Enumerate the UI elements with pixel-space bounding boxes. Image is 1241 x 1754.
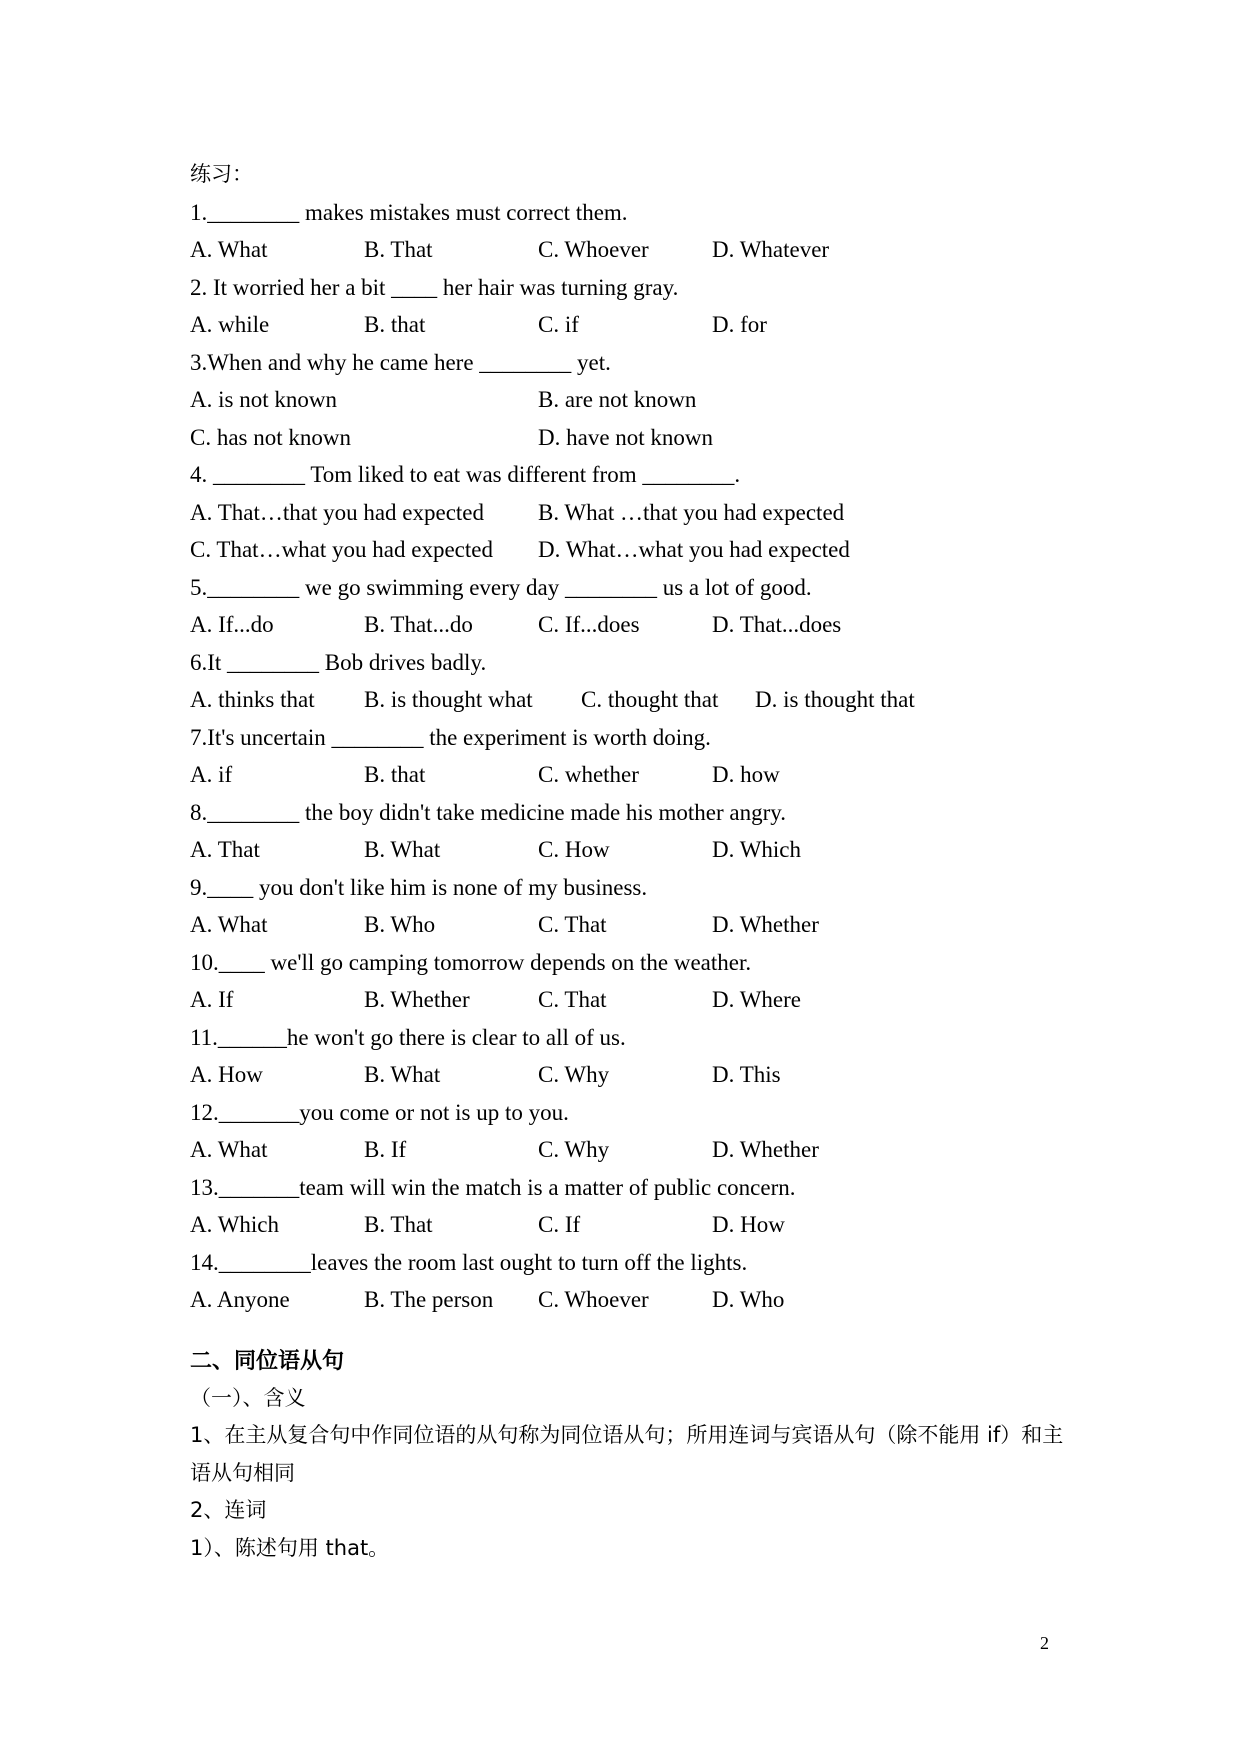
option-c: C. How xyxy=(538,837,610,862)
page-content xyxy=(190,156,1070,1567)
option-a: A. Which xyxy=(190,1212,280,1237)
option-c: C. That xyxy=(538,912,607,937)
question-options xyxy=(190,494,1070,532)
question-stem: 5.________ we go swimming every day ________ us a lot of good. xyxy=(190,574,812,600)
option-a: A. if xyxy=(190,762,233,787)
option-b: B. Whether xyxy=(364,987,470,1012)
option-d: D. how xyxy=(712,762,780,787)
question-options xyxy=(190,606,1070,644)
option-c: C. has not known xyxy=(190,424,351,450)
question-options xyxy=(190,681,1070,719)
question-stem: 10.____ we'll go camping tomorrow depends on the weather. xyxy=(190,949,752,975)
question-options xyxy=(190,906,1070,944)
option-b: B. that xyxy=(364,312,426,337)
option-d: D. is thought that xyxy=(755,687,915,712)
question-options xyxy=(190,306,1070,344)
option-d: D. for xyxy=(712,312,767,337)
option-c: C. That xyxy=(538,987,607,1012)
option-b: B. That xyxy=(364,237,433,262)
option-a: A. What xyxy=(190,1137,268,1162)
option-c: C. whether xyxy=(538,762,639,787)
option-d: D. Whether xyxy=(712,1137,819,1162)
option-a: A. What xyxy=(190,912,268,937)
question-stem: 14.________leaves the room last ought to turn off the lights. xyxy=(190,1249,748,1275)
question-options xyxy=(190,231,1070,269)
section-heading: 二、同位语从句 xyxy=(190,1348,345,1374)
section-spacer xyxy=(190,1319,1070,1343)
option-b: B. What xyxy=(364,837,441,862)
question-options xyxy=(190,756,1070,794)
option-d: D. have not known xyxy=(538,424,714,450)
page-number: 2 xyxy=(1040,1633,1049,1653)
question-options xyxy=(190,531,1070,569)
option-d: D. What…what you had expected xyxy=(538,537,850,562)
option-b: B. If xyxy=(364,1137,407,1162)
option-a: A. If xyxy=(190,987,234,1012)
option-b: B. That...do xyxy=(364,612,473,637)
option-c: C. thought that xyxy=(581,687,719,712)
question-stem: 9.____ you don't like him is none of my business. xyxy=(190,874,648,900)
question-stem: 12._______you come or not is up to you. xyxy=(190,1099,569,1125)
option-d: D. How xyxy=(712,1212,785,1237)
question-stem: 2. It worried her a bit ____ her hair was turning gray. xyxy=(190,274,679,300)
option-d: D. This xyxy=(712,1062,781,1087)
sub-heading: （一）、含义 xyxy=(190,1385,306,1410)
conjunction-item: 1）、陈述句用 that。 xyxy=(190,1535,390,1560)
option-a: A. That…that you had expected xyxy=(190,499,485,525)
question-stem: 4. ________ Tom liked to eat was different from ________. xyxy=(190,462,741,487)
option-c: C. That…what you had expected xyxy=(190,537,493,562)
option-a: A. What xyxy=(190,237,268,262)
option-b: B. is thought what xyxy=(364,687,533,712)
question-options xyxy=(190,1281,1070,1319)
option-c: C. Whoever xyxy=(538,1287,649,1312)
option-b: B. that xyxy=(364,762,426,787)
option-a: A. while xyxy=(190,312,270,337)
conjunction-heading: 2、连词 xyxy=(190,1498,267,1522)
option-a: A. is not known xyxy=(190,387,337,412)
option-b: B. Who xyxy=(364,912,436,937)
question-stem: 8.________ the boy didn't take medicine made his mother angry. xyxy=(190,799,787,825)
question-options xyxy=(190,419,1070,457)
option-c: C. Why xyxy=(538,1062,610,1087)
option-b: B. What …that you had expected xyxy=(538,499,845,525)
option-c: C. If...does xyxy=(538,612,640,637)
option-d: D. Whether xyxy=(712,912,819,937)
option-d: D. Which xyxy=(712,837,802,862)
option-c: C. Whoever xyxy=(538,237,649,262)
question-stem: 6.It ________ Bob drives badly. xyxy=(190,649,487,675)
option-d: D. Whatever xyxy=(712,237,830,262)
question-stem: 7.It's uncertain ________ the experiment is worth doing. xyxy=(190,724,711,750)
question-stem: 3.When and why he came here ________ yet. xyxy=(190,349,611,375)
question-options xyxy=(190,981,1070,1019)
option-b: B. The person xyxy=(364,1287,494,1312)
option-d: D. Who xyxy=(712,1287,785,1312)
option-b: B. What xyxy=(364,1062,441,1087)
practice-label: 练习： xyxy=(190,162,253,186)
option-c: C. Why xyxy=(538,1137,610,1162)
question-options xyxy=(190,1131,1070,1169)
question-stem: 1.________ makes mistakes must correct them. xyxy=(190,199,628,225)
definition-paragraph: 1、在主从复合句中作同位语的从句称为同位语从句；所用连词与宾语从句（除不能用 if）和主语从句相同 xyxy=(190,1423,1064,1485)
option-d: D. That...does xyxy=(712,612,842,637)
option-c: C. If xyxy=(538,1212,581,1237)
option-c: C. if xyxy=(538,312,579,337)
question-options xyxy=(190,1056,1070,1094)
option-b: B. That xyxy=(364,1212,433,1237)
question-options xyxy=(190,831,1070,869)
question-options xyxy=(190,1206,1070,1244)
option-d: D. Where xyxy=(712,987,801,1012)
question-stem: 11.______he won't go there is clear to all of us. xyxy=(190,1024,626,1050)
question-options xyxy=(190,381,1070,419)
option-a: A. That xyxy=(190,837,260,862)
option-b: B. are not known xyxy=(538,387,697,412)
option-a: A. How xyxy=(190,1062,263,1087)
question-stem: 13._______team will win the match is a matter of public concern. xyxy=(190,1174,796,1200)
option-a: A. If...do xyxy=(190,612,274,637)
option-a: A. thinks that xyxy=(190,687,315,712)
option-a: A. Anyone xyxy=(190,1287,290,1312)
